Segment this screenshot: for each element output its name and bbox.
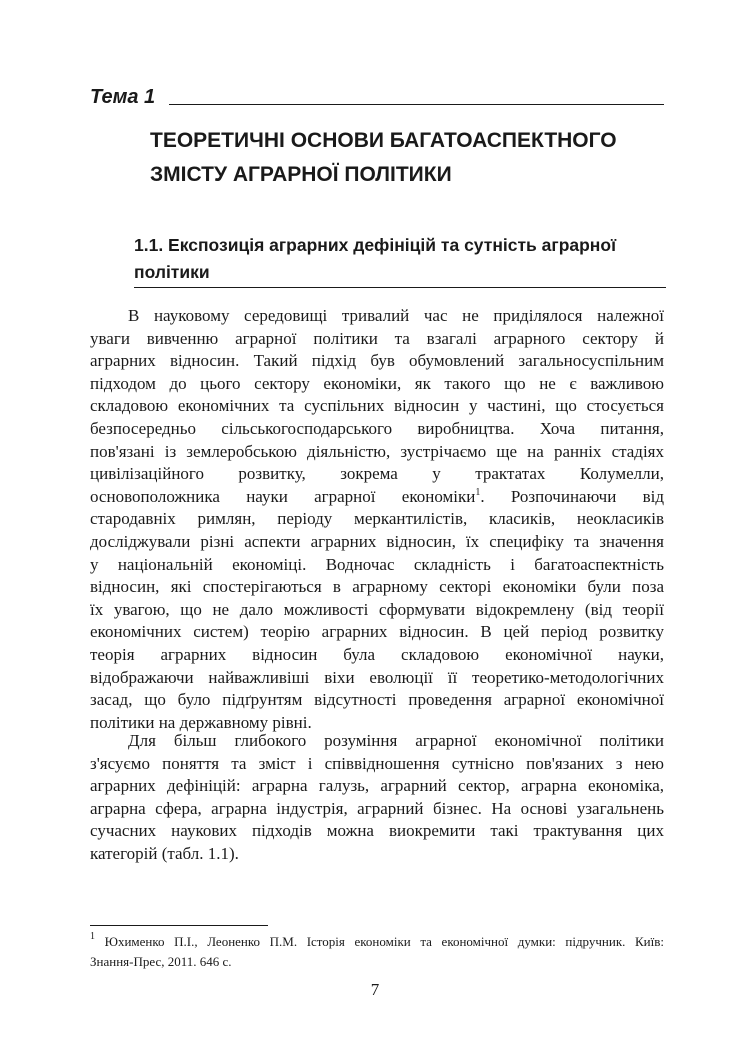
paragraph-line: аграрних відносин. Такий підхід був обумовлений загальносуспільним: [90, 351, 664, 371]
footnote-marker: 1: [90, 931, 95, 942]
section-rule: [134, 287, 666, 288]
footnote-reference[interactable]: 1: [475, 486, 481, 498]
paragraph-line: цивілізаційного розвитку, зокрема у трактатах Колумелли,: [90, 464, 664, 484]
chapter-title-line: ТЕОРЕТИЧНІ ОСНОВИ БАГАТОАСПЕКТНОГО: [150, 129, 617, 152]
footnote-text: Юхименко П.І., Леоненко П.М. Історія економіки та економічної думки: підручник. Київ:: [104, 934, 664, 949]
paragraph-line: В науковому середовищі тривалий час не приділялося належної: [128, 306, 664, 325]
paragraph-line: Для більш глибокого розуміння аграрної економічної політики: [128, 731, 664, 750]
paragraph-line: економічних систем) теорію аграрних відносин. В цей період розвитку: [90, 622, 664, 642]
paragraph-line: складовою економічних та суспільних відносин у частині, що стосується: [90, 396, 664, 416]
footnote: [90, 932, 664, 972]
page-number: 7: [370, 980, 380, 999]
paragraph-line: досліджували різні аспекти аграрних відносин, їх специфіку та значення: [90, 531, 664, 551]
theme-label: Тема 1: [90, 86, 156, 108]
paragraph-line: пов'язані із землеробською діяльністю, зустрічаємо ще на ранніх стадіях: [90, 441, 664, 461]
paragraph-2: [90, 730, 664, 866]
paragraph-text: основоположника науки аграрної економіки: [90, 486, 476, 506]
footnote-separator: [90, 925, 268, 926]
paragraph-line: уваги вивченню аграрної політики та взагалі аграрного сектору й: [90, 328, 664, 348]
paragraph-line: стародавніх римлян, періоду меркантилістів, класиків, неокласиків: [90, 509, 664, 529]
chapter-title: [150, 124, 670, 192]
footnote-line: [90, 932, 664, 952]
section-heading: [134, 232, 666, 286]
chapter-title-line: ЗМІСТУ АГРАРНОЇ ПОЛІТИКИ: [150, 163, 452, 186]
theme-header: [90, 84, 664, 116]
paragraph-line: сучасних наукових підходів можна виокремити такі трактування цих: [90, 821, 664, 841]
theme-rule: [169, 104, 664, 105]
paragraph-line: з'ясуємо поняття та зміст і співвідношення сутнісно пов'язаних з нею: [90, 753, 664, 773]
paragraph-line: відносин, які спостерігаються в аграрному секторі економіки були поза: [90, 577, 664, 597]
paragraph-text: . Розпочинаючи від: [480, 486, 664, 506]
paragraph-line: відображаючи найважливіші віхи еволюції її теоретико-методологічних: [90, 667, 664, 687]
paragraph-line: засад, що було підґрунтям відсутності проведення аграрної економічної: [90, 690, 664, 710]
section-heading-line: 1.1. Експозиція аграрних дефініцій та сутність аграрної: [134, 235, 616, 255]
paragraph-line: аграрна сфера, аграрна індустрія, аграрний бізнес. На основі узагальнень: [90, 798, 664, 818]
footnote-line: Знання-Прес, 2011. 646 с.: [90, 954, 232, 969]
paragraph-line: безпосередньо сільськогосподарського виробництва. Хоча питання,: [90, 418, 664, 438]
paragraph-1: [90, 305, 664, 734]
paragraph-line: теорія аграрних відносин була складовою економічної науки,: [90, 644, 664, 664]
paragraph-line: у національній економіці. Водночас складність і багатоаспектність: [90, 554, 664, 574]
paragraph-line: їх увагою, що не дало можливості сформувати відокремлену (від теорії: [90, 599, 664, 619]
paragraph-line: аграрних дефініцій: аграрна галузь, аграрний сектор, аграрна економіка,: [90, 776, 664, 796]
paragraph-line: політики на державному рівні.: [90, 712, 312, 732]
section-heading-line: політики: [134, 262, 210, 282]
paragraph-line: підходом до цього сектору економіки, як такого що не є важливою: [90, 373, 664, 393]
paragraph-line: категорій (табл. 1.1).: [90, 843, 239, 863]
paragraph-line-with-footnote: [90, 486, 664, 509]
